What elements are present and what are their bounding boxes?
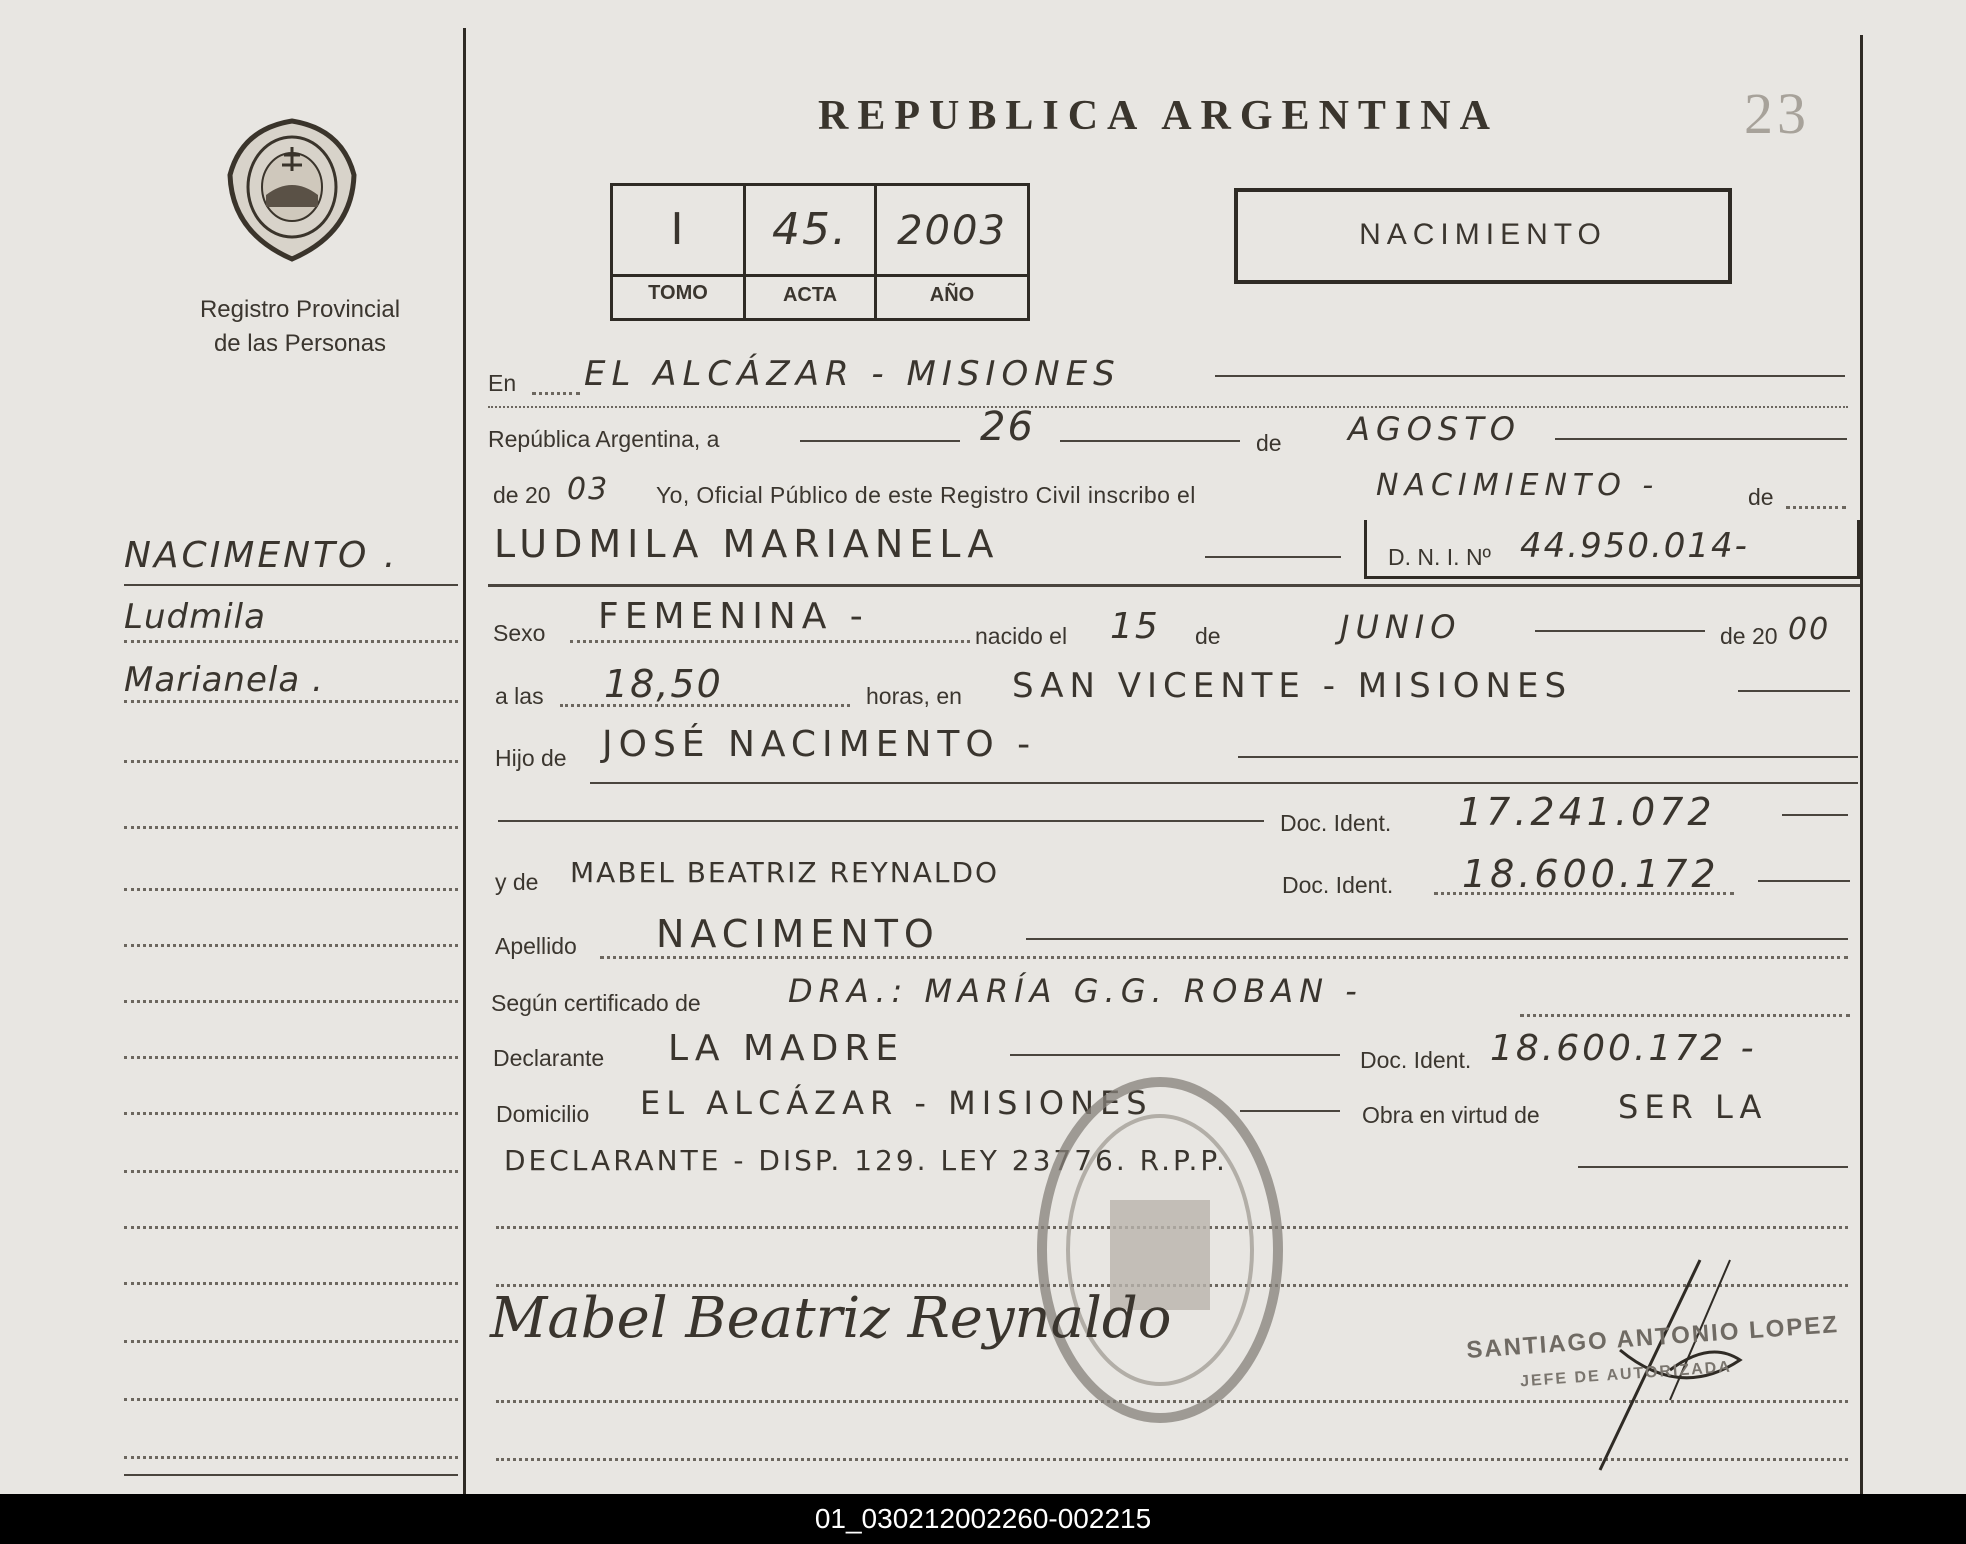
margin-surname: NACIMENTO . — [124, 535, 399, 576]
margin-first-name: Ludmila — [124, 597, 266, 637]
oficial-text: Yo, Oficial Público de este Registro Civil inscribo el — [656, 482, 1196, 508]
a-las-label: a las — [495, 683, 544, 709]
country-title: REPUBLICA ARGENTINA — [818, 93, 1499, 139]
republica-label: República Argentina, a — [488, 426, 720, 452]
obra-value: SER LA — [1618, 1088, 1768, 1126]
horas-label: horas, en — [866, 683, 962, 709]
birth-year-suffix: 00 — [1788, 612, 1831, 647]
en-label: En — [488, 370, 517, 396]
obra-continuation: DECLARANTE - DISP. 129. LEY 23776. R.P.P. — [504, 1144, 1228, 1177]
provincial-seal-icon — [222, 115, 362, 265]
y-de-label: y de — [495, 869, 539, 895]
ano-value: 2003 — [897, 208, 1007, 254]
act-type-value: NACIMIENTO - — [1376, 468, 1660, 503]
segun-value: DRA.: MARÍA G.G. ROBAN - — [788, 972, 1363, 1010]
registry-name-line1: Registro Provincial — [199, 296, 401, 323]
margin-second-name: Marianela . — [124, 660, 324, 700]
month-value: AGOSTO — [1348, 410, 1521, 448]
day-value: 26 — [980, 404, 1035, 450]
father-doc-label: Doc. Ident. — [1280, 810, 1392, 836]
apellido-label: Apellido — [495, 933, 577, 959]
image-id-footer: 01_030212002260-002215 — [0, 1494, 1966, 1544]
tomo-label: TOMO — [648, 282, 708, 304]
document-type-box — [1234, 188, 1732, 284]
domicilio-value: EL ALCÁZAR - MISIONES — [640, 1084, 1153, 1122]
dni-value: 44.950.014- — [1520, 526, 1749, 566]
nacido-label: nacido el — [975, 623, 1068, 649]
acta-value: 45. — [772, 204, 848, 255]
ano-label: AÑO — [929, 284, 975, 306]
en-value: EL ALCÁZAR - MISIONES — [584, 354, 1121, 394]
name-value: LUDMILA MARIANELA — [494, 522, 1000, 566]
segun-label: Según certificado de — [491, 990, 701, 1016]
father-name: JOSÉ NACIMENTO - — [602, 724, 1037, 765]
document-type-label: NACIMIENTO — [1359, 218, 1607, 251]
de-label-1: de — [1256, 430, 1282, 456]
obra-label: Obra en virtud de — [1362, 1102, 1540, 1128]
year-suffix: 03 — [567, 472, 610, 507]
declarante-value: LA MADRE — [668, 1028, 905, 1069]
acta-label: ACTA — [782, 284, 838, 306]
apellido-value: NACIMENTO — [656, 912, 940, 956]
father-doc-value: 17.241.072 — [1458, 790, 1716, 834]
declarant-signature: Mabel Beatriz Reynaldo — [490, 1286, 1172, 1351]
birth-month: JUNIO — [1340, 608, 1462, 646]
official-stamp-icon — [1030, 1070, 1290, 1430]
record-box — [610, 183, 1030, 321]
sexo-value: FEMENINA - — [598, 596, 869, 637]
year-prefix: de 20 — [493, 482, 551, 508]
left-column-divider — [463, 28, 466, 1494]
hora-value: 18,50 — [604, 662, 723, 706]
official-stamp-name: SANTIAGO ANTONIO LOPEZ — [1465, 1311, 1840, 1364]
page-number: 23 — [1744, 81, 1810, 146]
tomo-value: I — [670, 204, 686, 255]
domicilio-label: Domicilio — [496, 1101, 590, 1127]
official-stamp-title: JEFE DE AUTORIZADA — [1519, 1358, 1733, 1391]
dni-label: D. N. I. Nº — [1388, 544, 1491, 570]
declarante-label: Declarante — [493, 1045, 605, 1071]
declarante-doc-value: 18.600.172 - — [1490, 1028, 1757, 1069]
hijo-label: Hijo de — [495, 745, 567, 771]
declarante-doc-label: Doc. Ident. — [1360, 1047, 1472, 1073]
mother-doc-value: 18.600.172 — [1462, 852, 1720, 896]
mother-name: MABEL BEATRIZ REYNALDO — [570, 856, 1000, 889]
sexo-label: Sexo — [493, 620, 546, 646]
de-label-3: de — [1195, 623, 1221, 649]
birth-year-prefix: de 20 — [1720, 623, 1778, 649]
birth-place: SAN VICENTE - MISIONES — [1012, 666, 1573, 706]
birth-day: 15 — [1110, 606, 1160, 647]
mother-doc-label: Doc. Ident. — [1282, 872, 1394, 898]
de-label-2: de — [1748, 484, 1774, 510]
right-border-line — [1860, 35, 1863, 1494]
registry-name-line2: de las Personas — [213, 330, 387, 357]
